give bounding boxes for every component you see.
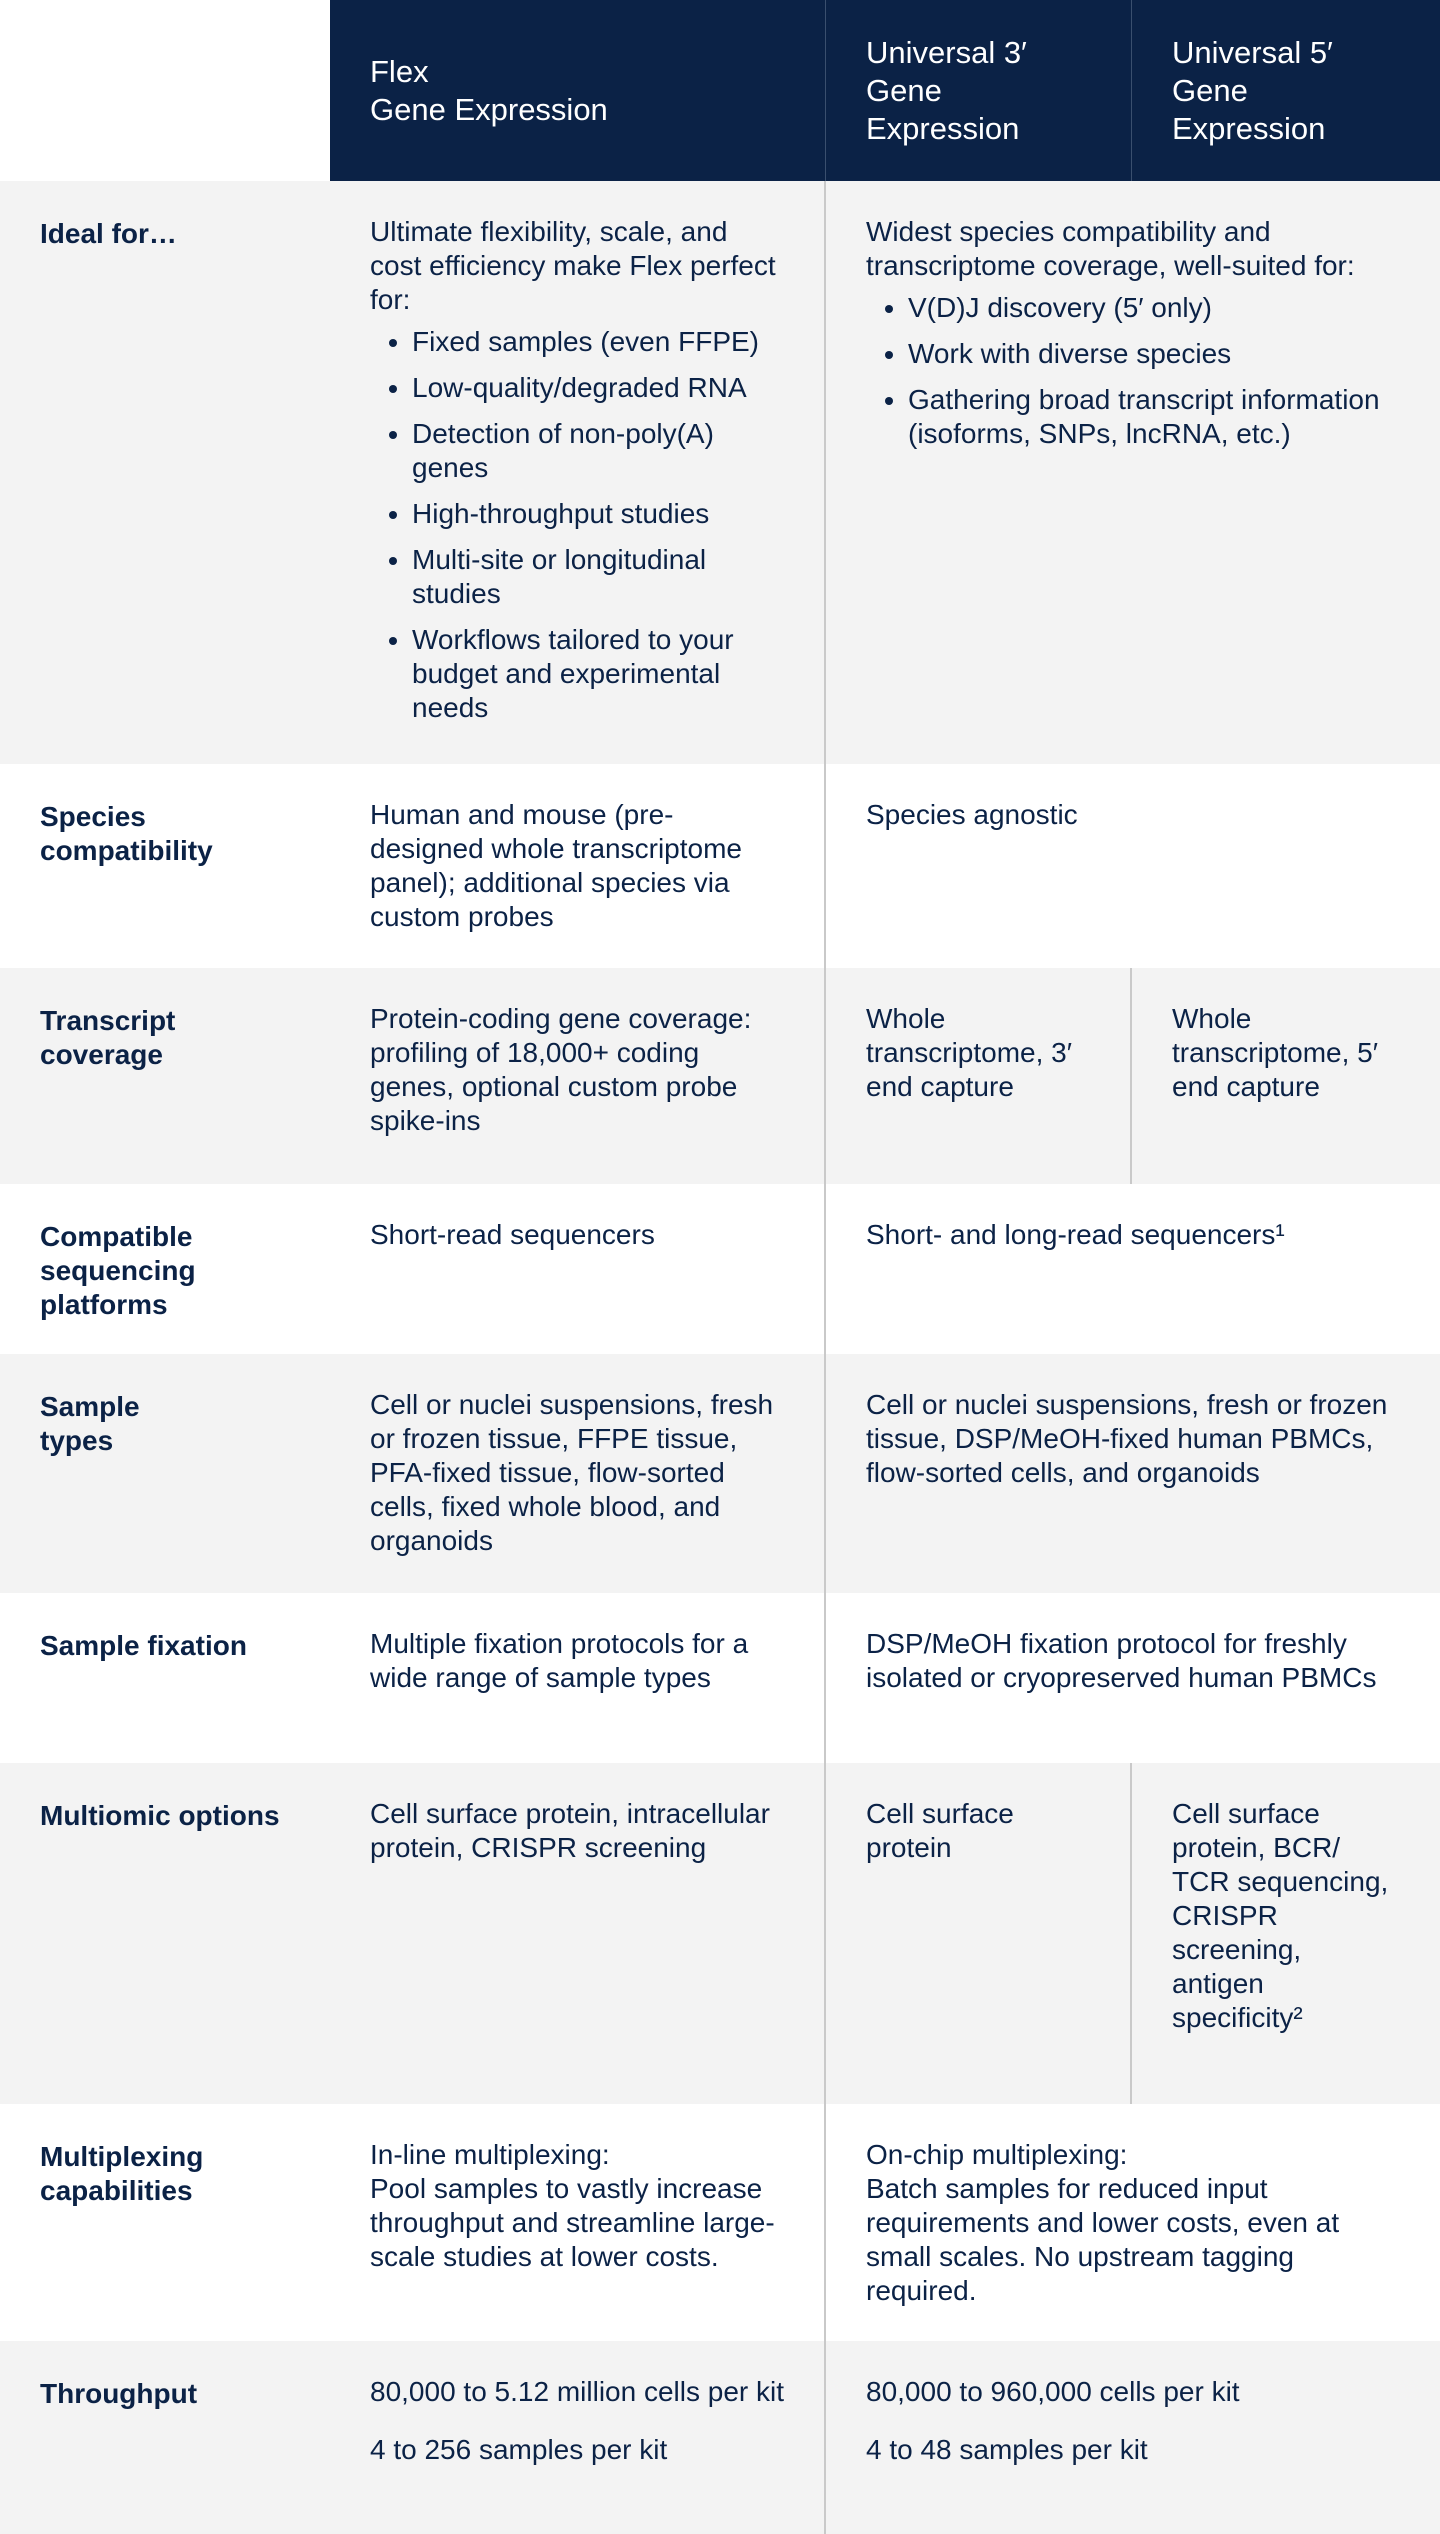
sample-types-universal: Cell or nuclei suspensions, fresh or frozen tissue, DSP/MeOH-fixed human PBMCs, flow-sorted cells, and organoids bbox=[826, 1354, 1440, 1593]
ideal-universal-cell bbox=[826, 181, 1440, 764]
list-item: • Fixed samples (even FFPE) bbox=[412, 325, 784, 359]
platforms-universal: Short- and long-read sequencers¹ bbox=[826, 1184, 1440, 1354]
throughput-flex-cell bbox=[330, 2341, 826, 2534]
ideal-universal-list bbox=[866, 291, 1400, 451]
row-label-transcript: Transcript coverage bbox=[0, 968, 330, 1184]
row-label-throughput: Throughput bbox=[0, 2341, 330, 2534]
species-flex: Human and mouse (pre-designed whole transcriptome panel); additional species via custom probes bbox=[330, 764, 826, 968]
multiplexing-flex: In-line multiplexing: Pool samples to vastly increase throughput and streamline large-scale studies at lower costs. bbox=[330, 2104, 826, 2341]
ideal-flex-cell bbox=[330, 181, 826, 764]
list-item: • V(D)J discovery (5′ only) bbox=[908, 291, 1400, 325]
platforms-flex: Short-read sequencers bbox=[330, 1184, 826, 1354]
ideal-flex-intro: Ultimate flexibility, scale, and cost efficiency make Flex perfect for: bbox=[370, 216, 776, 315]
row-label-sample-types: Sample types bbox=[0, 1354, 330, 1593]
ideal-flex-list bbox=[370, 325, 784, 725]
row-label-multiomic: Multiomic options bbox=[0, 1763, 330, 2104]
transcript-flex: Protein-coding gene coverage: profiling of 18,000+ coding genes, optional custom probe spike-ins bbox=[330, 968, 826, 1184]
fixation-flex: Multiple fixation protocols for a wide range of sample types bbox=[330, 1593, 826, 1763]
throughput-universal-cell bbox=[826, 2341, 1440, 2534]
transcript-universal-3: Whole transcriptome, 3′ end capture bbox=[826, 968, 1132, 1184]
list-item: • Low-quality/degraded RNA bbox=[412, 371, 784, 405]
multiplexing-universal: On-chip multiplexing: Batch samples for reduced input requirements and lower costs, even at small scales. No upstream tagging required. bbox=[826, 2104, 1440, 2341]
species-universal: Species agnostic bbox=[826, 764, 1440, 968]
list-item: • Gathering broad transcript information (isoforms, SNPs, lncRNA, etc.) bbox=[908, 383, 1400, 451]
throughput-universal-samples: 4 to 48 samples per kit bbox=[866, 2434, 1148, 2465]
list-item: • Work with diverse species bbox=[908, 337, 1400, 371]
header-universal-3: Universal 3′ Gene Expression bbox=[826, 0, 1132, 181]
throughput-universal-cells: 80,000 to 960,000 cells per kit bbox=[866, 2376, 1240, 2407]
list-item: • Detection of non-poly(A) genes bbox=[412, 417, 784, 485]
multiomic-universal-5: Cell surface protein, BCR/ TCR sequencing, CRISPR screening, antigen specificity² bbox=[1132, 1763, 1440, 2104]
multiomic-flex: Cell surface protein, intracellular protein, CRISPR screening bbox=[330, 1763, 826, 2104]
header-flex: Flex Gene Expression bbox=[330, 0, 826, 181]
list-item: • High-throughput studies bbox=[412, 497, 784, 531]
sample-types-flex: Cell or nuclei suspensions, fresh or frozen tissue, FFPE tissue, PFA-fixed tissue, flow-sorted cells, fixed whole blood, and organoids bbox=[330, 1354, 826, 1593]
ideal-universal-intro: Widest species compatibility and transcriptome coverage, well-suited for: bbox=[866, 216, 1355, 281]
list-item: • Workflows tailored to your budget and experimental needs bbox=[412, 623, 784, 725]
fixation-universal: DSP/MeOH fixation protocol for freshly isolated or cryopreserved human PBMCs bbox=[826, 1593, 1440, 1763]
row-label-platforms: Compatible sequencing platforms bbox=[0, 1184, 330, 1354]
transcript-universal-5: Whole transcriptome, 5′ end capture bbox=[1132, 968, 1440, 1184]
row-label-ideal: Ideal for… bbox=[0, 181, 330, 764]
throughput-flex-cells: 80,000 to 5.12 million cells per kit bbox=[370, 2376, 784, 2407]
row-label-species: Species compatibility bbox=[0, 764, 330, 968]
row-label-multiplexing: Multiplexing capabilities bbox=[0, 2104, 330, 2341]
throughput-flex-samples: 4 to 256 samples per kit bbox=[370, 2434, 668, 2465]
header-universal-5: Universal 5′ Gene Expression bbox=[1132, 0, 1440, 181]
list-item: • Multi-site or longitudinal studies bbox=[412, 543, 784, 611]
header-empty-cell bbox=[0, 0, 330, 181]
row-label-fixation: Sample fixation bbox=[0, 1593, 330, 1763]
multiomic-universal-3: Cell surface protein bbox=[826, 1763, 1132, 2104]
